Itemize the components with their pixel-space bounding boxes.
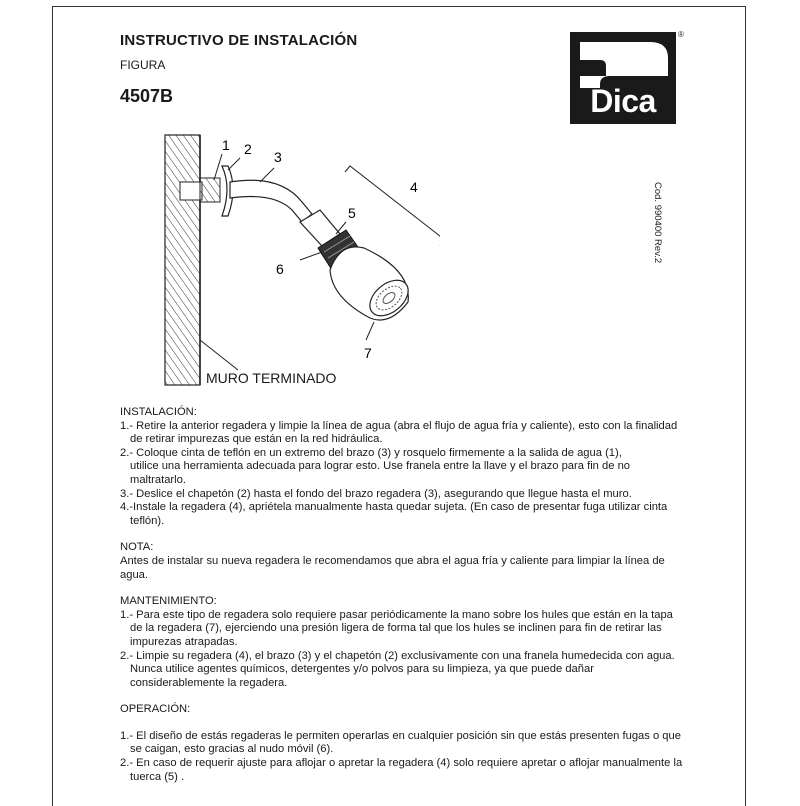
callout-1: 1 xyxy=(222,137,230,153)
wall-label: MURO TERMINADO xyxy=(206,370,337,386)
operation-item-1: 1.- El diseño de estás regaderas le permiten operarlas en cualquier posición sin que estás presenten fugas o que se caigan, esto gracias al nudo móvil (6). xyxy=(120,729,681,756)
figure-number: 4507B xyxy=(120,86,174,106)
callout-3: 3 xyxy=(274,149,282,165)
water-outlet xyxy=(180,182,202,200)
callout-5: 5 xyxy=(348,205,356,221)
document-code: Cod. 990400 Rev.2 xyxy=(652,182,663,264)
callout-2: 2 xyxy=(244,141,252,157)
maintenance-heading: MANTENIMIENTO: xyxy=(120,595,217,608)
installation-item-2: 2.- Coloque cinta de teflón en un extremo del brazo (3) y rosquelo firmemente a la salida de agua (1), utilice una herramienta adecuada para lograr esto. Use franela entre la llave y el brazo para fin de no maltratarlo. xyxy=(120,446,631,486)
wall xyxy=(165,135,200,385)
maintenance-item-1: 1.- Para este tipo de regadera solo requiere pasar periódicamente la mano sobre los hules que están en la tapa de la regadera (7), ejerciendo una presión ligera de forma tal que los hules se inclinen para fin de retirar las impurezas atrapadas. xyxy=(120,608,673,648)
installation-item-3: 3.- Deslice el chapetón (2) hasta el fondo del brazo regadera (3), asegurando que llegue hasta el muro. xyxy=(120,487,632,500)
logo-text: Dica xyxy=(590,83,656,119)
note-heading: NOTA: xyxy=(120,541,154,554)
callout-4: 4 xyxy=(410,179,418,195)
note-line-2: agua. xyxy=(120,568,148,581)
document-title: INSTRUCTIVO DE INSTALACIÓN xyxy=(120,32,358,49)
shower-arm xyxy=(230,180,312,222)
arm-thread xyxy=(200,178,220,202)
installation-diagram xyxy=(150,130,440,390)
installation-item-4: 4.-Instale la regadera (4), apriétela manualmente hasta quedar sujeta. (En caso de presentar fuga utilizar cinta teflón). xyxy=(120,501,668,527)
callout-7: 7 xyxy=(364,345,372,361)
maintenance-item-2: 2.- Limpie su regadera (4), el brazo (3) y el chapetón (2) exclusivamente con una franela humedecida con agua. Nunca utilice agentes químicos, detergentes y/o polvos para su limpieza, ya que puede dañar considerablemente la regadera. xyxy=(120,649,675,689)
installation-heading: INSTALACIÓN: xyxy=(120,406,197,418)
note-line-1: Antes de instalar su nueva regadera le recomendamos que abra el agua fría y caliente para limpiar la línea de xyxy=(120,554,665,567)
callout-6: 6 xyxy=(276,261,284,277)
operation-item-2: 2.- En caso de requerir ajuste para aflojar o apretar la regadera (4) solo requiere apretar o aflojar manualmente la tuerca (5) . xyxy=(120,757,683,783)
installation-item-1: 1.- Retire la anterior regadera y limpie la línea de agua (abra el flujo de agua fría y caliente), esto con la finalidad de retirar impurezas que están en la red hidráulica. xyxy=(120,419,678,446)
dica-logo xyxy=(570,32,676,124)
instructions-body xyxy=(120,406,720,784)
dimension-bracket xyxy=(345,166,440,246)
figure-label: FIGURA xyxy=(120,58,166,72)
registered-mark: ® xyxy=(678,30,684,39)
operation-heading: OPERACIÓN: xyxy=(120,703,191,716)
